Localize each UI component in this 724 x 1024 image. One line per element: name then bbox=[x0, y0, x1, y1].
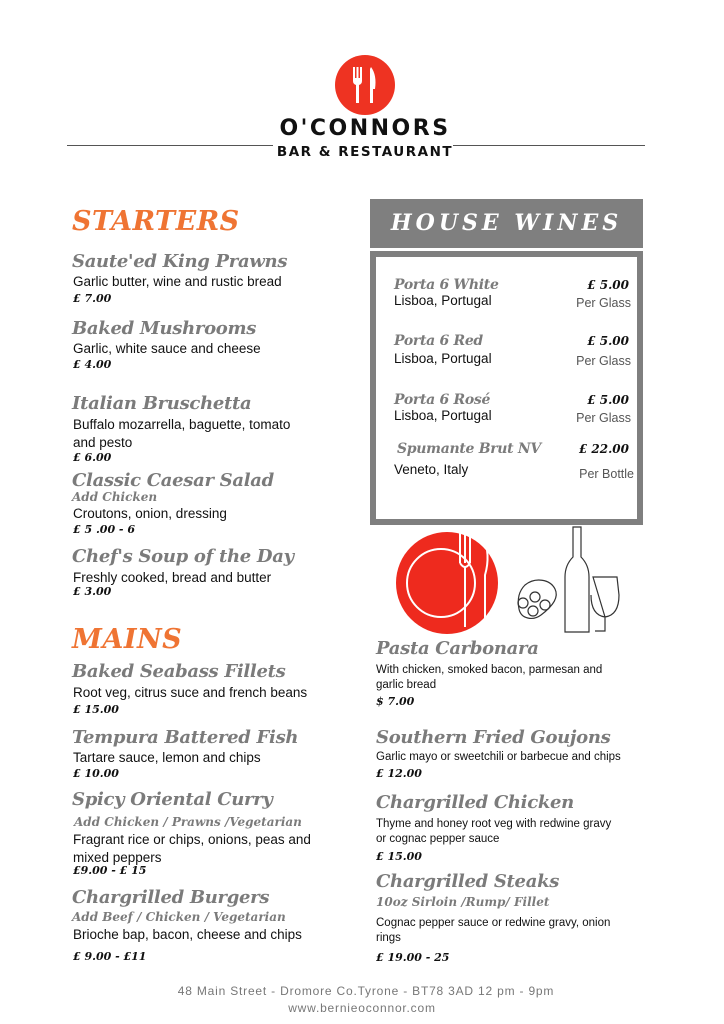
item-desc: Fragrant rice or chips, onions, peas and bbox=[73, 832, 311, 847]
item-name: Southern Fried Goujons bbox=[376, 727, 611, 748]
logo bbox=[335, 55, 395, 115]
starters-title: STARTERS bbox=[72, 206, 240, 237]
item-price: £ 10.00 bbox=[73, 767, 119, 780]
item-name: Tempura Battered Fish bbox=[72, 727, 299, 748]
dining-illustration bbox=[395, 525, 650, 637]
item-price: £ 3.00 bbox=[73, 585, 112, 598]
item-desc: With chicken, smoked bacon, parmesan and bbox=[376, 664, 603, 676]
wine-unit: Per Glass bbox=[576, 296, 631, 310]
wine-price: £ 22.00 bbox=[578, 442, 629, 456]
wine-unit: Per Glass bbox=[576, 354, 631, 368]
item-desc: Garlic butter, wine and rustic bread bbox=[73, 274, 282, 289]
wine-region: Lisboa, Portugal bbox=[394, 293, 492, 308]
mains-title: MAINS bbox=[72, 624, 183, 655]
item-desc: Garlic, white sauce and cheese bbox=[73, 341, 261, 356]
item-desc: rings bbox=[376, 932, 401, 944]
item-price: £ 9.00 - £11 bbox=[73, 950, 147, 963]
plate-cutlery-icon bbox=[395, 525, 650, 637]
wines-title: HOUSE WINES bbox=[390, 210, 623, 236]
wine-unit: Per Glass bbox=[576, 411, 631, 425]
item-name: Saute'ed King Prawns bbox=[72, 251, 288, 272]
item-price: £ 15.00 bbox=[376, 850, 422, 863]
wine-region: Lisboa, Portugal bbox=[394, 351, 492, 366]
wine-bottle-icon bbox=[518, 527, 619, 632]
wine-unit: Per Bottle bbox=[579, 467, 634, 481]
wine-price: £ 5.00 bbox=[587, 278, 629, 292]
footer-address: 48 Main Street - Dromore Co.Tyrone - BT78 3AD 12 pm - 9pm bbox=[177, 984, 555, 998]
item-price: £ 6.00 bbox=[73, 451, 112, 464]
item-name: Chargrilled Steaks bbox=[376, 871, 560, 892]
item-price: £ 15.00 bbox=[73, 703, 119, 716]
item-desc: Freshly cooked, bread and butter bbox=[73, 570, 272, 585]
item-name: Spicy Oriental Curry bbox=[72, 789, 273, 810]
item-name: Baked Seabass Fillets bbox=[72, 661, 286, 682]
item-name: Chargrilled Burgers bbox=[72, 887, 270, 908]
restaurant-name: O'CONNORS bbox=[279, 116, 451, 141]
wine-name: Porta 6 Rosé bbox=[394, 392, 491, 408]
item-addon: Add Chicken bbox=[72, 490, 158, 504]
wine-region: Lisboa, Portugal bbox=[394, 408, 492, 423]
item-price: £ 7.00 bbox=[73, 292, 112, 305]
item-desc: mixed peppers bbox=[73, 850, 162, 865]
item-price: £ 4.00 bbox=[73, 358, 112, 371]
wine-region: Veneto, Italy bbox=[394, 462, 469, 477]
item-name: Classic Caesar Salad bbox=[72, 470, 274, 491]
item-name: Baked Mushrooms bbox=[72, 318, 257, 339]
item-desc: Tartare sauce, lemon and chips bbox=[73, 750, 261, 765]
item-desc: Buffalo mozarrella, baguette, tomato bbox=[73, 417, 291, 432]
item-desc: Root veg, citrus suce and french beans bbox=[73, 685, 308, 700]
item-desc: garlic bread bbox=[376, 679, 437, 691]
item-desc: Cognac pepper sauce or redwine gravy, onion bbox=[376, 917, 611, 929]
item-price: $ 7.00 bbox=[376, 695, 415, 708]
item-desc: Garlic mayo or sweetchili or barbecue and chips bbox=[376, 751, 621, 763]
item-desc: or cognac pepper sauce bbox=[376, 833, 500, 845]
wine-name: Porta 6 White bbox=[394, 277, 499, 293]
item-desc: Croutons, onion, dressing bbox=[73, 506, 227, 521]
footer-website[interactable]: www.bernieoconnor.com bbox=[288, 1001, 436, 1015]
wine-price: £ 5.00 bbox=[587, 393, 629, 407]
item-name: Chargrilled Chicken bbox=[376, 792, 574, 813]
item-name: Italian Bruschetta bbox=[72, 393, 252, 414]
item-desc: and pesto bbox=[73, 435, 133, 450]
item-addon: Add Beef / Chicken / Vegetarian bbox=[72, 910, 286, 924]
item-price: £9.00 - £ 15 bbox=[73, 864, 147, 877]
wine-price: £ 5.00 bbox=[587, 334, 629, 348]
item-price: £ 19.00 - 25 bbox=[376, 951, 450, 964]
item-price: £ 12.00 bbox=[376, 767, 422, 780]
item-name: Chef's Soup of the Day bbox=[72, 546, 294, 567]
wine-name: Porta 6 Red bbox=[394, 333, 483, 349]
item-price: £ 5 .00 - 6 bbox=[73, 523, 135, 536]
item-desc: Thyme and honey root veg with redwine gravy bbox=[376, 818, 612, 830]
item-addon: Add Chicken / Prawns /Vegetarian bbox=[74, 815, 302, 829]
item-addon: 10oz Sirloin /Rump/ Fillet bbox=[376, 895, 550, 909]
wine-name: Spumante Brut NV bbox=[397, 441, 541, 457]
item-name: Pasta Carbonara bbox=[376, 638, 539, 659]
fork-knife-icon bbox=[335, 55, 395, 115]
restaurant-tagline: BAR & RESTAURANT bbox=[276, 144, 454, 160]
item-desc: Brioche bap, bacon, cheese and chips bbox=[73, 927, 302, 942]
